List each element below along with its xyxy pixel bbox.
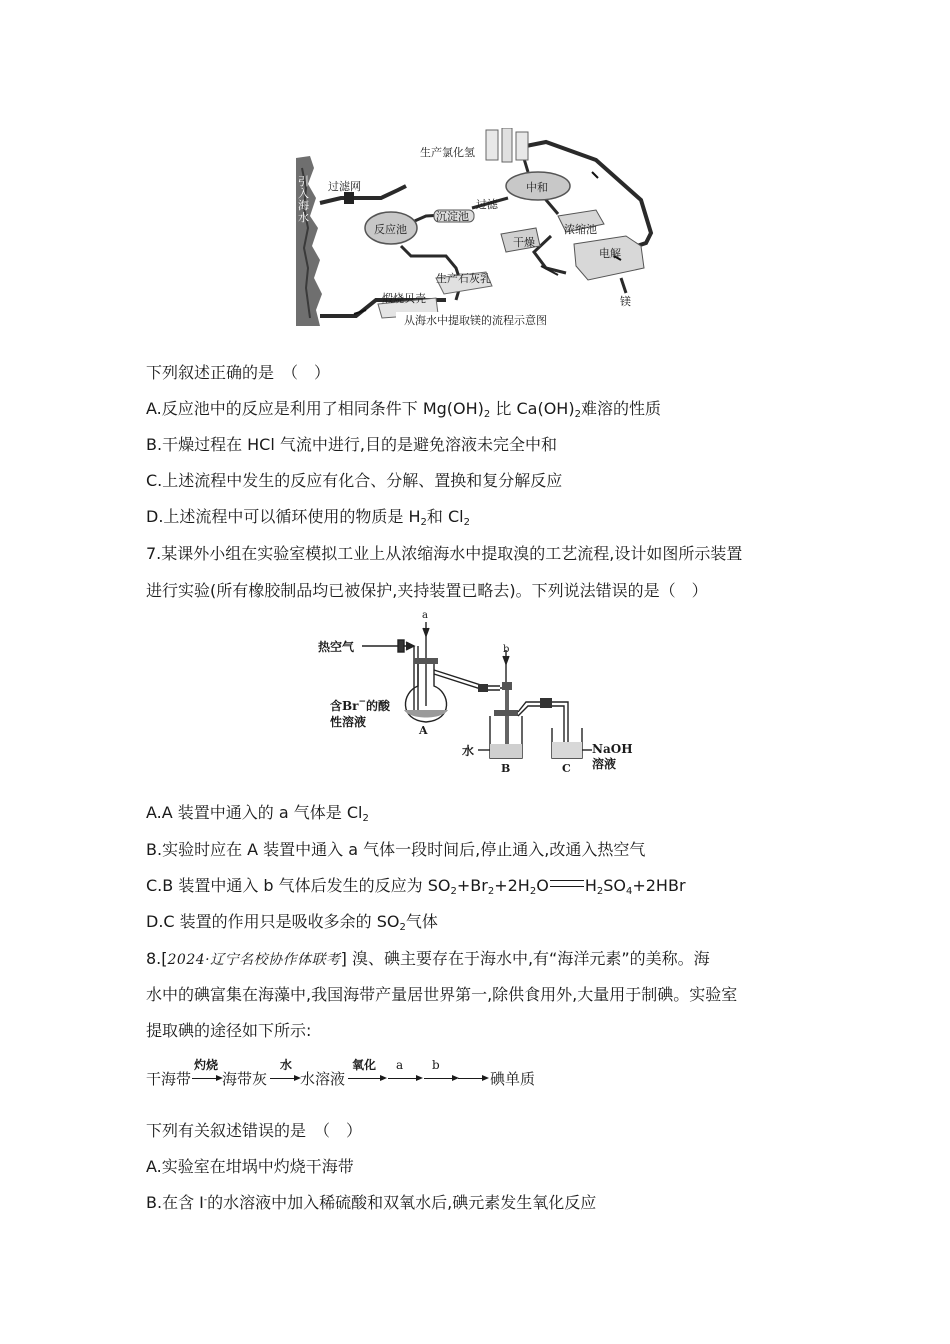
q7-c-t6: SO	[603, 876, 626, 895]
label-filter-net: 过滤网	[328, 180, 361, 193]
q7-c-t2: +Br	[456, 876, 488, 895]
bromine-apparatus-diagram	[318, 610, 632, 778]
label-lime: 生产石灰乳	[436, 272, 491, 285]
q7-c-s4: 2	[596, 886, 604, 897]
q6-a-sub-1: 2	[483, 409, 491, 420]
q7-c-t3: +2H	[494, 876, 530, 895]
q7-option-c	[146, 875, 686, 897]
flow-arrow-6	[458, 1078, 484, 1079]
flow-step-solution: 水溶液	[300, 1070, 346, 1088]
q8-b-text-2: 的水溶液中加入稀硫酸和双氧水后,碘元素发生氧化反应	[207, 1193, 597, 1212]
q8-stem-line3: 提取碘的途径如下所示:	[146, 1021, 312, 1040]
flow-step-ash: 海带灰	[222, 1070, 268, 1088]
flow-label-b: b	[432, 1058, 440, 1072]
equals-sign	[550, 880, 584, 887]
q7-d-sub: 2	[399, 922, 406, 933]
label-water: 水	[462, 744, 475, 758]
label-hcl-production: 生产氯化氢	[420, 146, 475, 159]
flow-arrowhead-4	[416, 1075, 423, 1081]
label-solution-text-1: 含Br	[330, 699, 359, 713]
q7-d-text-2: 气体	[405, 912, 438, 931]
q6-option-b: B.干燥过程在 HCl 气流中进行,目的是避免溶液未完全中和	[146, 435, 557, 454]
label-shell: 煅烧贝壳	[382, 292, 426, 305]
q8-b-sup: -	[203, 1195, 208, 1205]
label-B: B	[501, 762, 511, 775]
label-a: a	[422, 610, 428, 621]
flow-arrow-4	[388, 1078, 418, 1079]
label-b: b	[503, 644, 510, 655]
q6-d-text-1: D.上述流程中可以循环使用的物质是 H	[146, 507, 421, 526]
flow-arrowhead-6	[482, 1075, 489, 1081]
flow-arrow-3	[348, 1078, 382, 1079]
label-solution-text-3: 性溶液	[330, 715, 367, 729]
q7-stem-line1: 7.某课外小组在实验室模拟工业上从浓缩海水中提取溴的工艺流程,设计如图所示装置	[146, 544, 743, 563]
q7-a-text: A.A 装置中通入的 a 气体是 Cl	[146, 803, 363, 822]
label-dry: 干燥	[513, 236, 535, 249]
q8-option-a: A.实验室在坩埚中灼烧干海带	[146, 1157, 354, 1176]
q6-option-c: C.上述流程中发生的反应有化合、分解、置换和复分解反应	[146, 471, 563, 490]
q6-d-text-2: 和 Cl	[426, 507, 464, 526]
label-A: A	[419, 724, 428, 737]
q7-c-t4: O	[536, 876, 549, 895]
q8-line1-text: ] 溴、碘主要存在于海水中,有“海洋元素”的美称。海	[340, 949, 710, 968]
flow-arrow-2	[270, 1078, 296, 1079]
figure-caption: 从海水中提取镁的流程示意图	[404, 314, 547, 327]
label-C: C	[562, 762, 571, 775]
q6-option-d	[146, 506, 470, 528]
flow-label-burn: 灼烧	[194, 1058, 219, 1072]
label-inlet: 引入海水	[298, 175, 309, 224]
q7-option-b: B.实验时应在 A 装置中通入 a 气体一段时间后,停止通入,改通入热空气	[146, 840, 646, 859]
q7-option-a	[146, 802, 369, 824]
q6-a-sub-2: 2	[574, 409, 581, 420]
flow-label-a: a	[396, 1058, 404, 1072]
label-concentrate: 浓缩池	[564, 223, 597, 236]
label-settling-pool: 沉淀池	[436, 210, 469, 223]
q7-c-s5: 4	[625, 886, 633, 897]
magnesium-flow-diagram	[296, 128, 656, 326]
flow-label-oxidize: 氧化	[352, 1058, 377, 1072]
q6-a-text-3: 难溶的性质	[580, 399, 661, 418]
label-filter: 过滤	[476, 198, 498, 211]
q8-stem-line1	[146, 948, 710, 971]
flow-arrowhead-3	[380, 1075, 387, 1081]
q7-d-text-1: D.C 装置的作用只是吸收多余的 SO	[146, 912, 400, 931]
flow-arrow-1	[192, 1078, 218, 1079]
q7-c-s2: 2	[487, 886, 495, 897]
q7-c-t7: +2HBr	[632, 876, 686, 895]
iodine-extraction-flow	[146, 1056, 566, 1088]
flow-step-dry-kelp: 干海带	[146, 1070, 192, 1088]
label-hot-air: 热空气	[318, 640, 355, 654]
q7-c-t5: H	[584, 876, 597, 895]
label-neutralize: 中和	[526, 181, 548, 194]
q6-a-text-2: 比 Ca(OH)	[490, 399, 575, 418]
label-solution-sup: −	[358, 697, 367, 707]
label-magnesium: 镁	[620, 295, 631, 308]
label-naoh-text-1: NaOH	[592, 742, 633, 756]
flow-step-iodine: 碘单质	[490, 1070, 536, 1088]
q8-source: 2024·辽宁名校协作体联考	[167, 952, 341, 968]
label-naoh-text-2: 溶液	[592, 757, 617, 771]
flow-arrow-5	[424, 1078, 454, 1079]
q7-c-s1: 2	[450, 886, 457, 897]
q7-stem-line2: 进行实验(所有橡胶制品均已被保护,夹持装置已略去)。下列说法错误的是（ ）	[146, 581, 708, 600]
label-solution	[330, 698, 390, 730]
q6-a-text-1: A.反应池中的反应是利用了相同条件下 Mg(OH)	[146, 399, 484, 418]
label-solution-text-2: 的酸	[366, 699, 391, 713]
q8-question-stem: 下列有关叙述错误的是 （ ）	[146, 1121, 363, 1140]
q6-d-sub-1: 2	[420, 517, 427, 528]
q8-stem-line2: 水中的碘富集在海藻中,我国海带产量居世界第一,除供食用外,大量用于制碘。实验室	[146, 985, 738, 1004]
q8-option-b	[146, 1192, 596, 1214]
label-naoh	[592, 742, 633, 772]
label-reaction-pool: 反应池	[374, 223, 407, 236]
q6-option-a	[146, 398, 661, 420]
q6-d-sub-2: 2	[463, 517, 470, 528]
q7-option-d	[146, 911, 438, 933]
flow-label-water: 水	[280, 1058, 293, 1072]
q7-a-sub: 2	[362, 813, 369, 824]
q8-b-text-1: B.在含 I	[146, 1193, 204, 1212]
q7-c-t1: C.B 装置中通入 b 气体后发生的反应为 SO	[146, 876, 451, 895]
q7-c-s3: 2	[529, 886, 537, 897]
q8-number: 8.[	[146, 949, 168, 968]
q6-stem: 下列叙述正确的是 （ ）	[146, 363, 331, 382]
label-electrolysis: 电解	[599, 247, 621, 260]
